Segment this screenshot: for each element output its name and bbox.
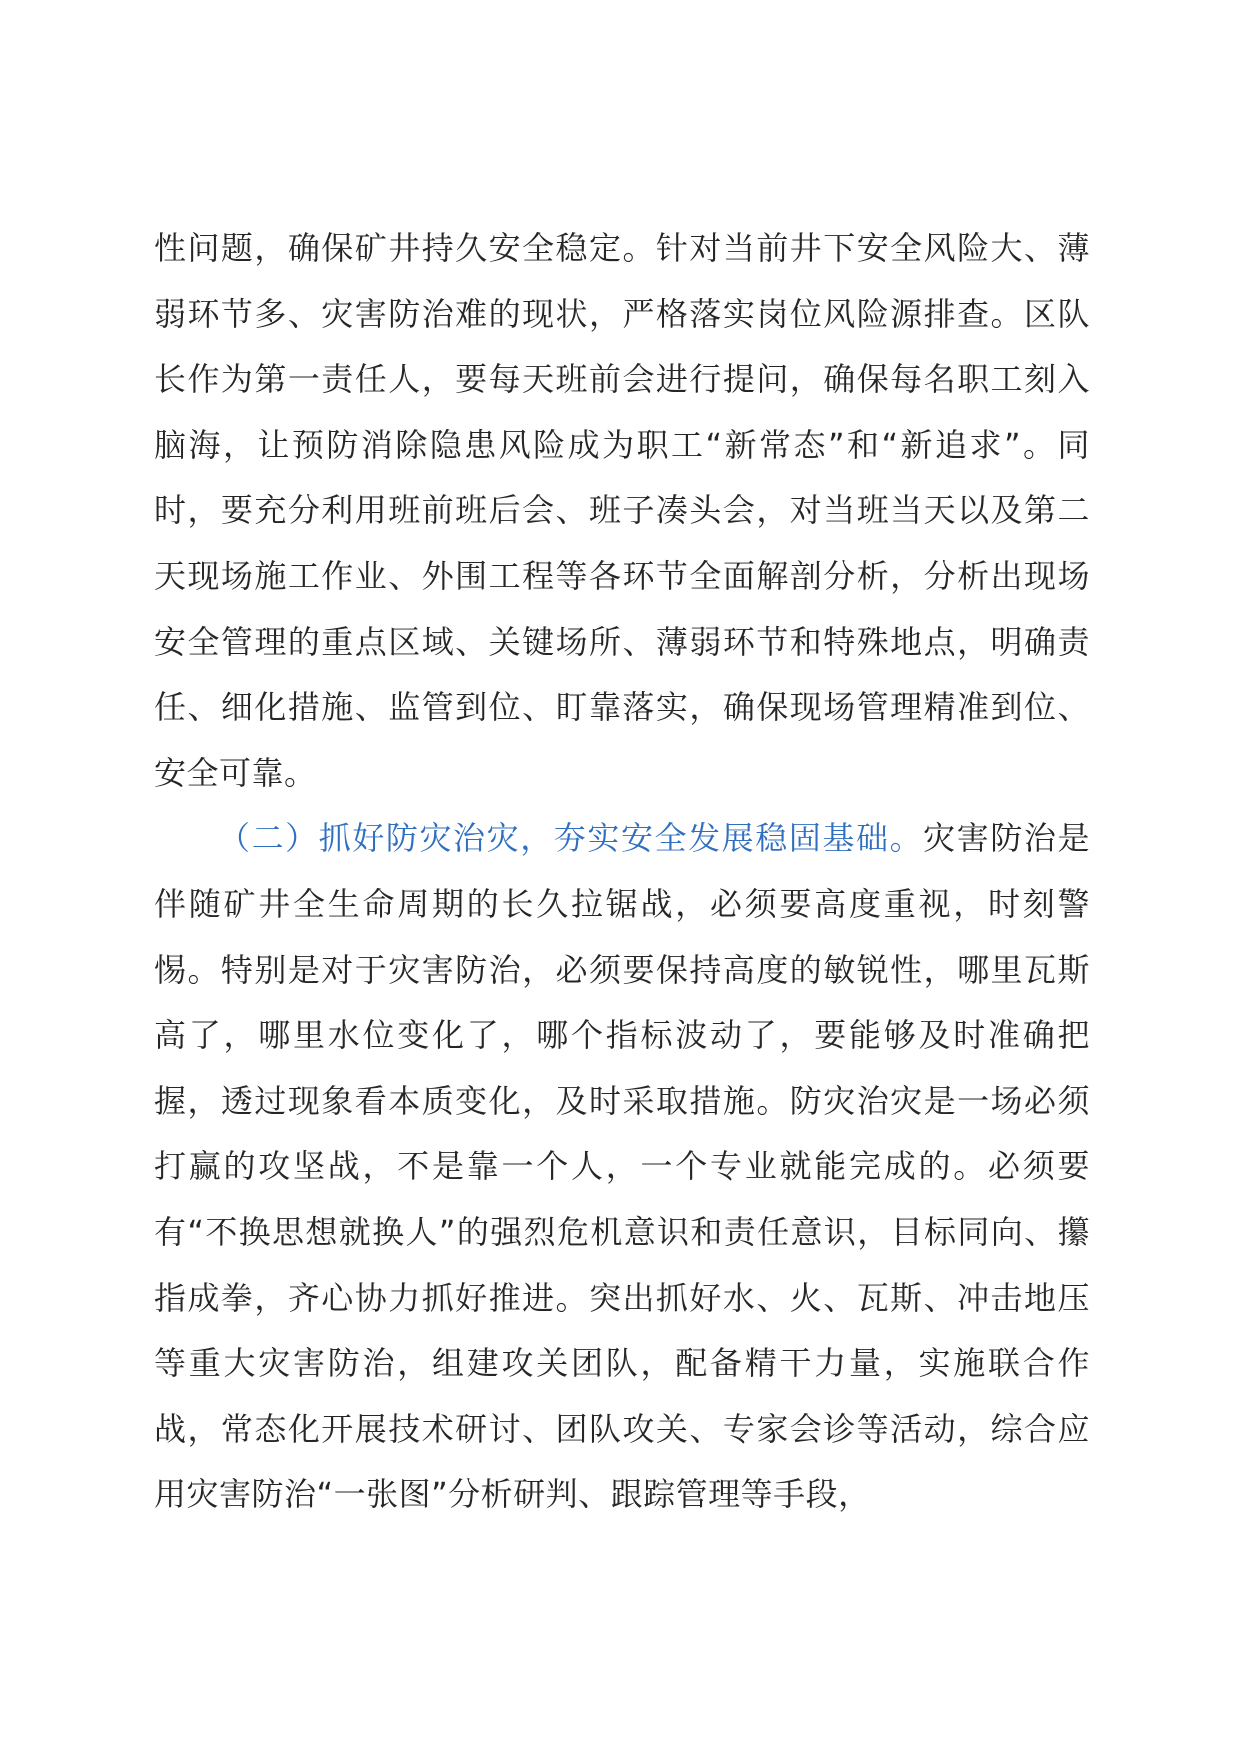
document-body (154, 216, 1090, 1528)
paragraph-continuation: 性问题，确保矿井持久安全稳定。针对当前井下安全风险大、薄弱环节多、灾害防治难的现状，严格落实岗位风险源排查。区队长作为第一责任人，要每天班前会进行提问，确保每名职工刻入脑海，让预防消除隐患风险成为职工“新常态”和“新追求”。同时，要充分利用班前班后会、班子凑头会，对当班当天以及第二天现场施工作业、外围工程等各环节全面解剖分析，分析出现场安全管理的重点区域、关键场所、薄弱环节和特殊地点，明确责任、细化措施、监管到位、盯靠落实，确保现场管理精准到位、安全可靠。 (154, 229, 1090, 792)
section-body: 灾害防治是伴随矿井全生命周期的长久拉锯战，必须要高度重视，时刻警惕。特别是对于灾害防治，必须要保持高度的敏锐性，哪里瓦斯高了，哪里水位变化了，哪个指标波动了，要能够及时准确把握，透过现象看本质变化，及时采取措施。防灾治灾是一场必须打赢的攻坚战，不是靠一个人，一个专业就能完成的。必须要有“不换思想就换人”的强烈危机意识和责任意识，目标同向、攥指成拳，齐心协力抓好推进。突出抓好水、火、瓦斯、冲击地压等重大灾害防治，组建攻关团队，配备精干力量，实施联合作战，常态化开展技术研讨、团队攻关、专家会诊等活动，综合应用灾害防治“一张图”分析研判、跟踪管理等手段， (154, 819, 1090, 1514)
section-heading: （二）抓好防灾治灾，夯实安全发展稳固基础。 (218, 819, 924, 858)
paragraph-section-two (154, 806, 1090, 1528)
